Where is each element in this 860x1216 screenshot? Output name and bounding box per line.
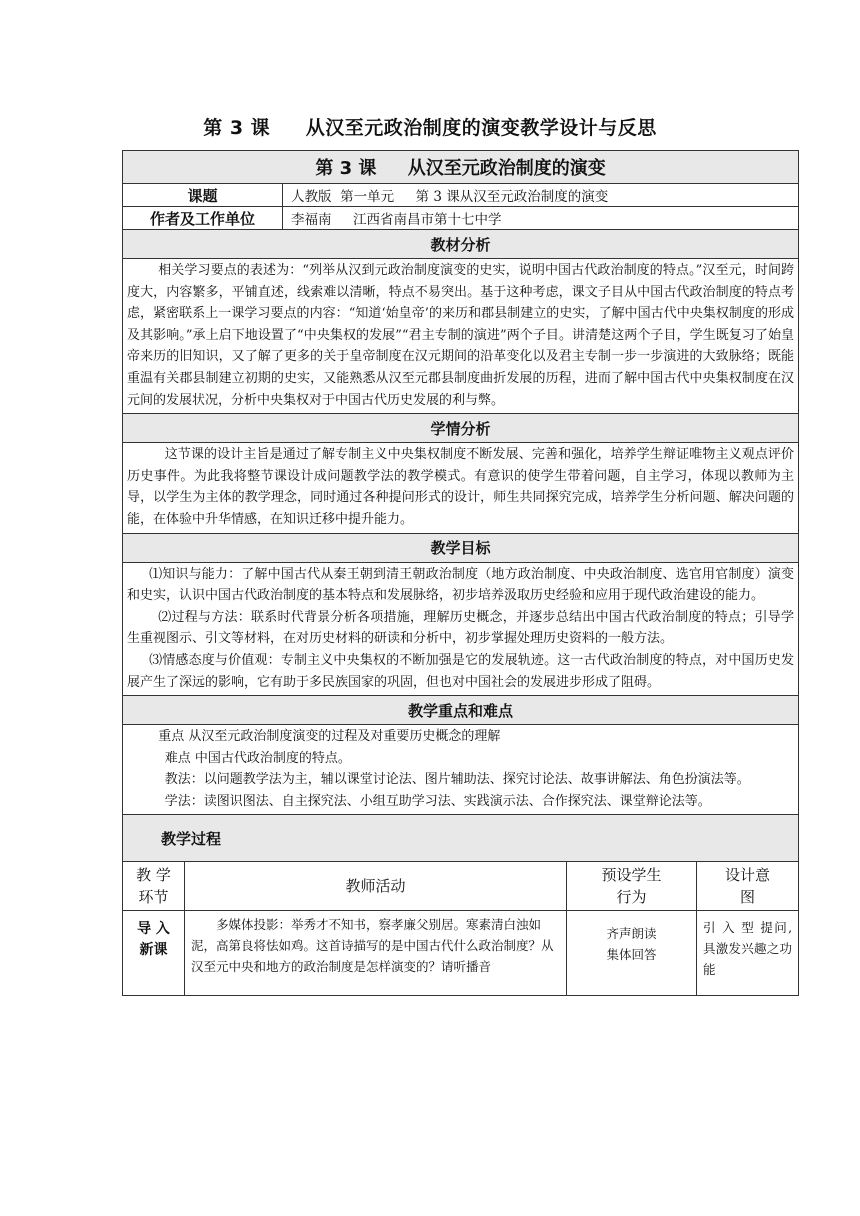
objectives-body — [123, 562, 799, 696]
teacher-activity-cell: 多媒体投影：举秀才不知书，察孝廉父别居。寒素清白浊如泥，高第良将怯如鸡。这首诗描写的是中国古代什么政治制度？从汉至元中央和地方的政治制度是怎样演变的？请听播音 — [185, 911, 567, 996]
teaching-method: 教法：以问题教学法为主，辅以课堂讨论法、图片辅助法、探究讨论法、故事讲解法、角色扮演法等。 — [164, 772, 750, 788]
student-analysis-text: 这节课的设计主旨是通过了解专制主义中央集权制度不断发展、完善和强化，培养学生辩证唯物主义观点评价历史事件。为此我将整节课设计成问题教学法的教学模式。有意识的使学生带着问题，自主学习，体现以教师为主导，以学生为主体的教学理念，同时通过各种提问形式的设计，师生共同探究完成，培养学生分析问题、解决问题的能，在体验中升华情感，在知识迁移中提升能力。 — [127, 447, 795, 527]
author-value: 李福南 江西省南昌市第十七中学 — [283, 207, 799, 230]
student-behavior-cell: 齐声朗读 集体回答 — [567, 911, 697, 996]
textbook-analysis-heading: 教材分析 — [123, 230, 799, 259]
learning-method: 学法：读图识图法、自主探究法、小组互助学习法、实践演示法、合作探究法、课堂辩论法等。 — [164, 793, 711, 809]
objective-emotion: ⑶情感态度与价值观：专制主义中央集权的不断加强是它的发展轨迹。这一古代政治制度的特点，对中国历史发展产生了深远的影响，它有助于多民族国家的巩固，但也对中国社会的发展进步形成了阻碍。 — [127, 652, 795, 690]
lesson-plan-table — [122, 150, 799, 996]
focus-point: 重点 从汉至元政治制度演变的过程及对重要历史概念的理解 — [158, 729, 501, 745]
textbook-analysis-text: 相关学习要点的表述为：“列举从汉到元政治制度演变的史实，说明中国古代政治制度的特点。”汉至元，时间跨度大，内容繁多，平铺直述，线索难以清晰，特点不易突出。基于这种考虑，课文子目从中国古代政治制度的特点考虑，紧密联系上一课学习要点的内容：“知道‘始皇帝’的来历和郡县制建立的史实，了解中国古代中央集权制度的形成及其影响。”承上启下地设置了“中央集权的发展”“君主专制的演进”两个子目。讲清楚这两个子目，学生既复习了始皇帝来历的旧知识，又了解了更多的关于皇帝制度在汉元期间的沿革变化以及君主专制一步一步演进的大致脉络；既能重温有关郡县制建立初期的史实，又能熟悉从汉至元郡县制度曲折发展的历程，进而了解中国古代中央集权制度在汉元间的发展状况，分析中央集权对于中国古代历史发展的利与弊。 — [127, 263, 795, 408]
key-points-heading: 教学重点和难点 — [123, 696, 799, 725]
objective-knowledge: ⑴知识与能力：了解中国古代从秦王朝到清王朝政治制度（地方政治制度、中央政治制度、选官用官制度）演变和史实，认识中国古代政治制度的基本特点和发展脉络，初步培养汲取历史经验和应用于现代政治建设的能力。 — [127, 566, 795, 604]
table-heading: 第 3 课 从汉至元政治制度的演变 — [123, 151, 799, 184]
student-analysis-heading: 学情分析 — [123, 414, 799, 443]
objectives-heading: 教学目标 — [123, 533, 799, 562]
textbook-analysis-body — [123, 259, 799, 414]
column-student: 预设学生 行为 — [567, 862, 697, 911]
key-points-body — [123, 725, 799, 815]
difficulty-point: 难点 中国古代政治制度的特点。 — [164, 750, 351, 766]
table-row — [123, 911, 799, 996]
author-label: 作者及工作单位 — [123, 207, 283, 230]
process-heading: 教学过程 — [123, 815, 799, 862]
course-value: 人教版 第一单元 第 3 课从汉至元政治制度的演变 — [283, 184, 799, 207]
student-analysis-body — [123, 443, 799, 533]
column-stage: 教 学 环节 — [123, 862, 185, 911]
course-label: 课题 — [123, 184, 283, 207]
document-title: 第 3 课 从汉至元政治制度的演变教学设计与反思 — [203, 117, 657, 139]
design-intent-cell: 引 入 型 提问,具激发兴趣之功能 — [697, 911, 799, 996]
column-teacher: 教师活动 — [185, 862, 567, 911]
column-intent: 设计意 图 — [697, 862, 799, 911]
stage-cell: 导 入 新课 — [123, 911, 185, 996]
objective-process: ⑵过程与方法：联系时代背景分析各项措施，理解历史概念，并逐步总结出中国古代政治制度的特点；引导学生重视图示、引文等材料，在对历史材料的研读和分析中，初步掌握处理历史资料的一般方法。 — [127, 609, 795, 647]
